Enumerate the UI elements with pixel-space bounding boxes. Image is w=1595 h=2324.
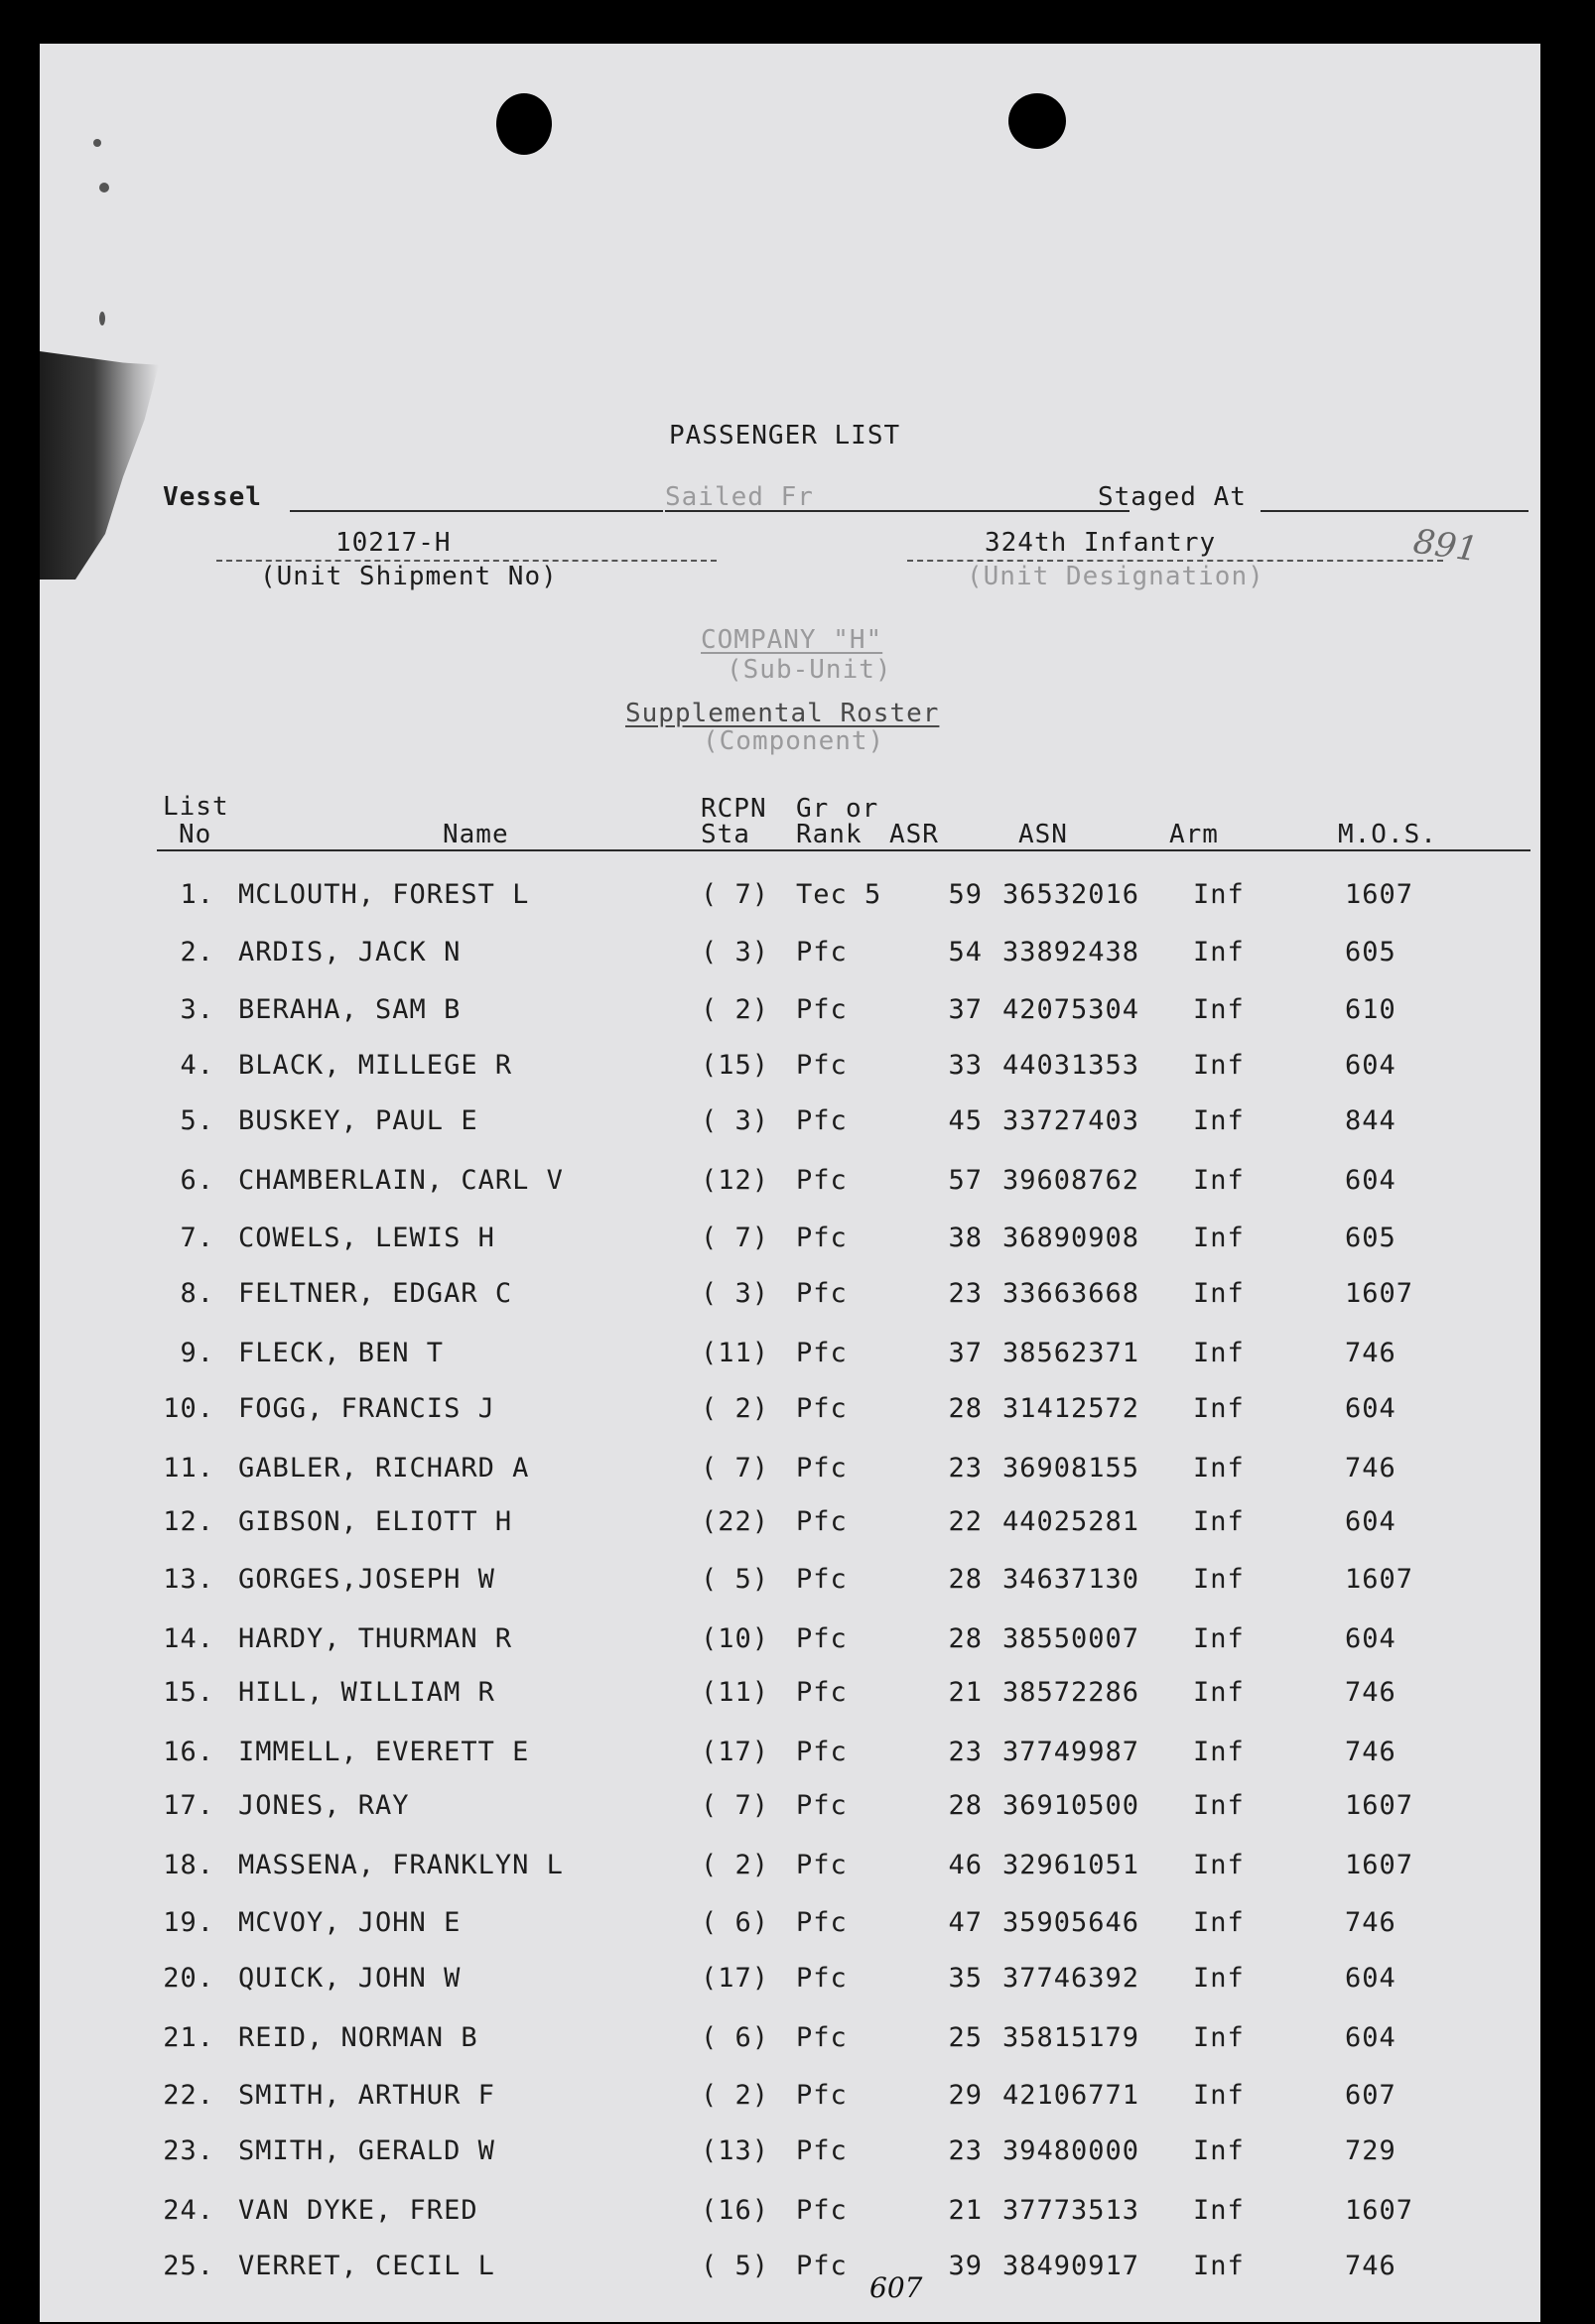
table-row: 10. FOGG, FRANCIS J ( 2) Pfc 28 31412572 Inf 604	[163, 1393, 1396, 1424]
header-mos: M.O.S.	[1338, 820, 1437, 849]
punch-hole-right	[1008, 93, 1066, 149]
header-grade: Gr or	[796, 794, 879, 824]
page-title: PASSENGER LIST	[669, 421, 901, 451]
table-row: 19. MCVOY, JOHN E ( 6) Pfc 47 35905646 Inf 746	[163, 1907, 1396, 1938]
staged-at-label: Staged At	[1098, 482, 1247, 512]
table-row: 18. MASSENA, FRANKLYN L ( 2) Pfc 46 32961051 Inf 1607	[163, 1850, 1414, 1880]
unit-designation-caption: (Unit Designation)	[967, 562, 1264, 591]
table-row: 24. VAN DYKE, FRED (16) Pfc 21 37773513 Inf 1607	[163, 2195, 1414, 2226]
unit-designation: 324th Infantry	[985, 528, 1217, 558]
header-rcpn: RCPN	[701, 794, 767, 824]
unit-shipment-no: 10217-H	[335, 528, 452, 558]
component-caption: (Component)	[703, 726, 885, 756]
punch-hole-left	[496, 93, 552, 155]
table-row: 23. SMITH, GERALD W (13) Pfc 23 39480000 Inf 729	[163, 2135, 1396, 2166]
header-sta: Sta	[701, 820, 750, 849]
table-row: 3. BERAHA, SAM B ( 2) Pfc 37 42075304 Inf 610	[180, 994, 1396, 1025]
table-row: 16. IMMELL, EVERETT E (17) Pfc 23 37749987 Inf 746	[163, 1737, 1396, 1767]
header-list: List	[163, 792, 229, 822]
header-asr: ASR	[889, 820, 939, 849]
page-number-mark: 891	[1410, 521, 1481, 571]
table-row: 6. CHAMBERLAIN, CARL V (12) Pfc 57 39608762 Inf 604	[180, 1165, 1396, 1196]
table-row: 4. BLACK, MILLEGE R (15) Pfc 33 44031353 Inf 604	[180, 1050, 1396, 1081]
table-row: 5. BUSKEY, PAUL E ( 3) Pfc 45 33727403 Inf 844	[180, 1105, 1396, 1136]
table-row: 21. REID, NORMAN B ( 6) Pfc 25 35815179 Inf 604	[163, 2022, 1396, 2053]
table-row: 22. SMITH, ARTHUR F ( 2) Pfc 29 42106771 Inf 607	[163, 2080, 1396, 2111]
unit-shipment-caption: (Unit Shipment No)	[260, 562, 558, 591]
table-row: 2. ARDIS, JACK N ( 3) Pfc 54 33892438 Inf 605	[180, 937, 1396, 968]
vessel-label: Vessel	[163, 482, 262, 512]
header-name: Name	[443, 820, 509, 849]
sub-unit-caption: (Sub-Unit)	[727, 655, 892, 685]
table-row: 12. GIBSON, ELIOTT H (22) Pfc 22 44025281 Inf 604	[163, 1506, 1396, 1537]
header-arm: Arm	[1169, 820, 1219, 849]
sailed-from-label: Sailed Fr	[665, 482, 814, 512]
header-no: No	[179, 820, 212, 849]
component: Supplemental Roster	[625, 699, 940, 728]
header-underline	[157, 849, 1530, 851]
torn-edge-stain	[40, 351, 159, 580]
table-row: 17. JONES, RAY ( 7) Pfc 28 36910500 Inf 1607	[163, 1790, 1414, 1821]
header-rank: Rank	[796, 820, 863, 849]
table-row: 8. FELTNER, EDGAR C ( 3) Pfc 23 33663668 Inf 1607	[180, 1278, 1414, 1309]
sub-unit: COMPANY "H"	[701, 625, 883, 655]
document-page	[40, 44, 1540, 2322]
table-row: 25. VERRET, CECIL L ( 5) Pfc 39 38490917 Inf 746	[163, 2251, 1396, 2281]
table-row: 14. HARDY, THURMAN R (10) Pfc 28 38550007 Inf 604	[163, 1623, 1396, 1654]
table-row: 13. GORGES,JOSEPH W ( 5) Pfc 28 34637130 Inf 1607	[163, 1564, 1414, 1595]
table-row: 11. GABLER, RICHARD A ( 7) Pfc 23 36908155 Inf 746	[163, 1453, 1396, 1484]
table-row: 20. QUICK, JOHN W (17) Pfc 35 37746392 Inf 604	[163, 1963, 1396, 1994]
handwritten-note: 607	[869, 2271, 923, 2304]
table-row: 9. FLECK, BEN T (11) Pfc 37 38562371 Inf 746	[180, 1338, 1396, 1368]
table-row: 15. HILL, WILLIAM R (11) Pfc 21 38572286 Inf 746	[163, 1677, 1396, 1708]
table-row: 1. MCLOUTH, FOREST L ( 7) Tec 5 59 36532016 Inf 1607	[180, 879, 1414, 910]
table-row: 7. COWELS, LEWIS H ( 7) Pfc 38 36890908 Inf 605	[180, 1223, 1396, 1253]
header-asn: ASN	[1018, 820, 1068, 849]
